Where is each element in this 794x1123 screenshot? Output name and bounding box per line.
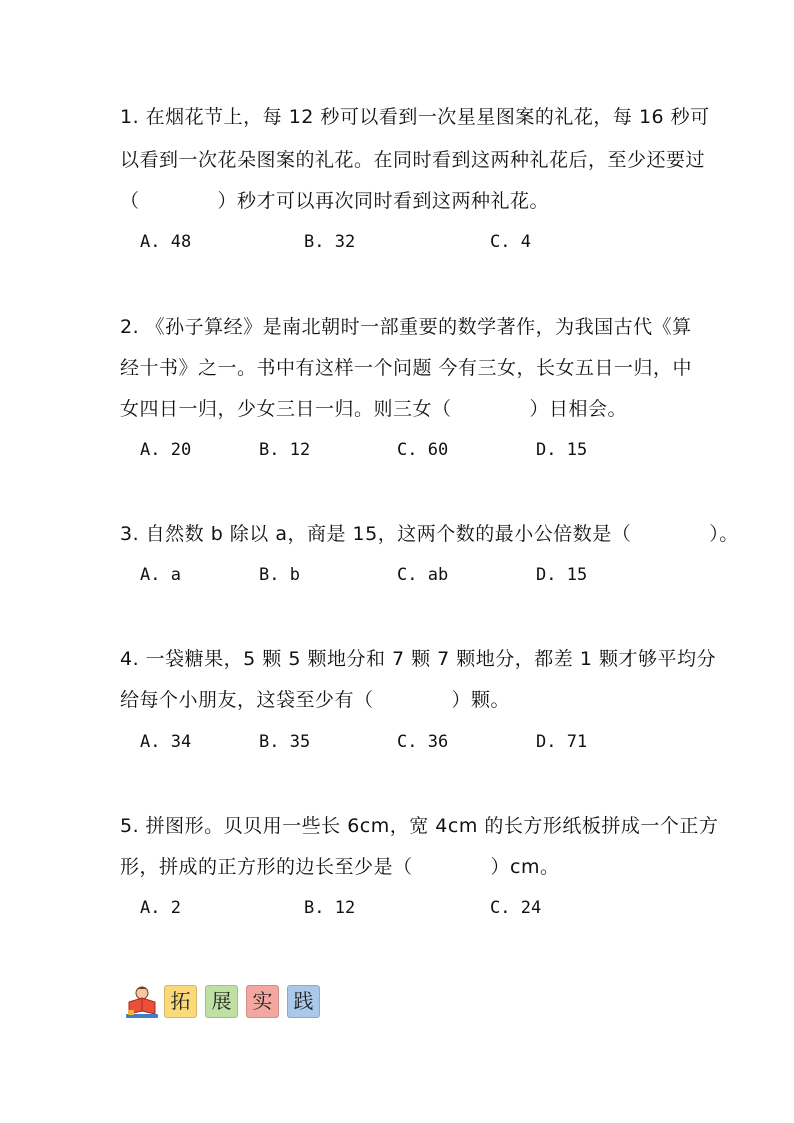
reading-child-icon — [122, 984, 162, 1020]
question-4-line-1: 4. 一袋糖果，5 颗 5 颗地分和 7 颗 7 颗地分，都差 1 颗才够平均分 — [120, 648, 716, 670]
option-b[interactable]: B. b — [259, 565, 300, 585]
question-4-line-2: 给每个小朋友，这袋至少有（ ）颗。 — [120, 689, 511, 711]
option-b[interactable]: B. 35 — [259, 732, 311, 752]
question-1-line-1: 1. 在烟花节上，每 12 秒可以看到一次星星图案的礼花，每 16 秒可 — [120, 106, 710, 128]
option-d[interactable]: D. 15 — [536, 440, 588, 460]
option-a[interactable]: A. 2 — [140, 898, 181, 918]
banner-char-2 — [205, 985, 238, 1018]
option-a[interactable]: A. 20 — [140, 440, 192, 460]
banner-char-3-text: 实 — [252, 989, 273, 1013]
section-banner — [122, 984, 342, 1020]
banner-char-1-text: 拓 — [170, 989, 191, 1013]
banner-char-1 — [164, 985, 197, 1018]
banner-char-2-text: 展 — [211, 989, 232, 1013]
option-d[interactable]: D. 71 — [536, 732, 588, 752]
option-a[interactable]: A. 48 — [140, 232, 192, 252]
question-2-line-2: 经十书》之一。书中有这样一个问题 今有三女，长女五日一归，中 — [120, 357, 693, 379]
option-c[interactable]: C. 60 — [397, 440, 449, 460]
option-c[interactable]: C. 24 — [490, 898, 542, 918]
option-a[interactable]: A. 34 — [140, 732, 192, 752]
banner-char-4 — [287, 985, 320, 1018]
option-c[interactable]: C. ab — [397, 565, 449, 585]
option-c[interactable]: C. 4 — [490, 232, 531, 252]
question-3-line-1: 3. 自然数 b 除以 a，商是 15，这两个数的最小公倍数是（ ）。 — [120, 523, 739, 545]
question-5-line-1: 5. 拼图形。贝贝用一些长 6cm，宽 4cm 的长方形纸板拼成一个正方 — [120, 815, 719, 837]
question-1-line-3: （ ）秒才可以再次同时看到这两种礼花。 — [120, 190, 550, 212]
question-3-options — [0, 562, 794, 588]
banner-char-4-text: 践 — [293, 989, 314, 1013]
question-4-options — [0, 729, 794, 755]
option-b[interactable]: B. 12 — [304, 898, 356, 918]
question-2-line-3: 女四日一归，少女三日一归。则三女（ ）日相会。 — [120, 398, 628, 420]
option-c[interactable]: C. 36 — [397, 732, 449, 752]
option-a[interactable]: A. a — [140, 565, 181, 585]
question-1-options — [0, 229, 794, 255]
option-d[interactable]: D. 15 — [536, 565, 588, 585]
option-b[interactable]: B. 32 — [304, 232, 356, 252]
banner-char-3 — [246, 985, 279, 1018]
question-2-options — [0, 437, 794, 463]
question-5-line-2: 形，拼成的正方形的边长至少是（ ）cm。 — [120, 856, 560, 878]
question-1-line-2: 以看到一次花朵图案的礼花。在同时看到这两种礼花后，至少还要过 — [120, 149, 706, 171]
question-2-line-1: 2. 《孙子算经》是南北朝时一部重要的数学著作，为我国古代《算 — [120, 316, 692, 338]
option-b[interactable]: B. 12 — [259, 440, 311, 460]
question-5-options — [0, 895, 794, 921]
